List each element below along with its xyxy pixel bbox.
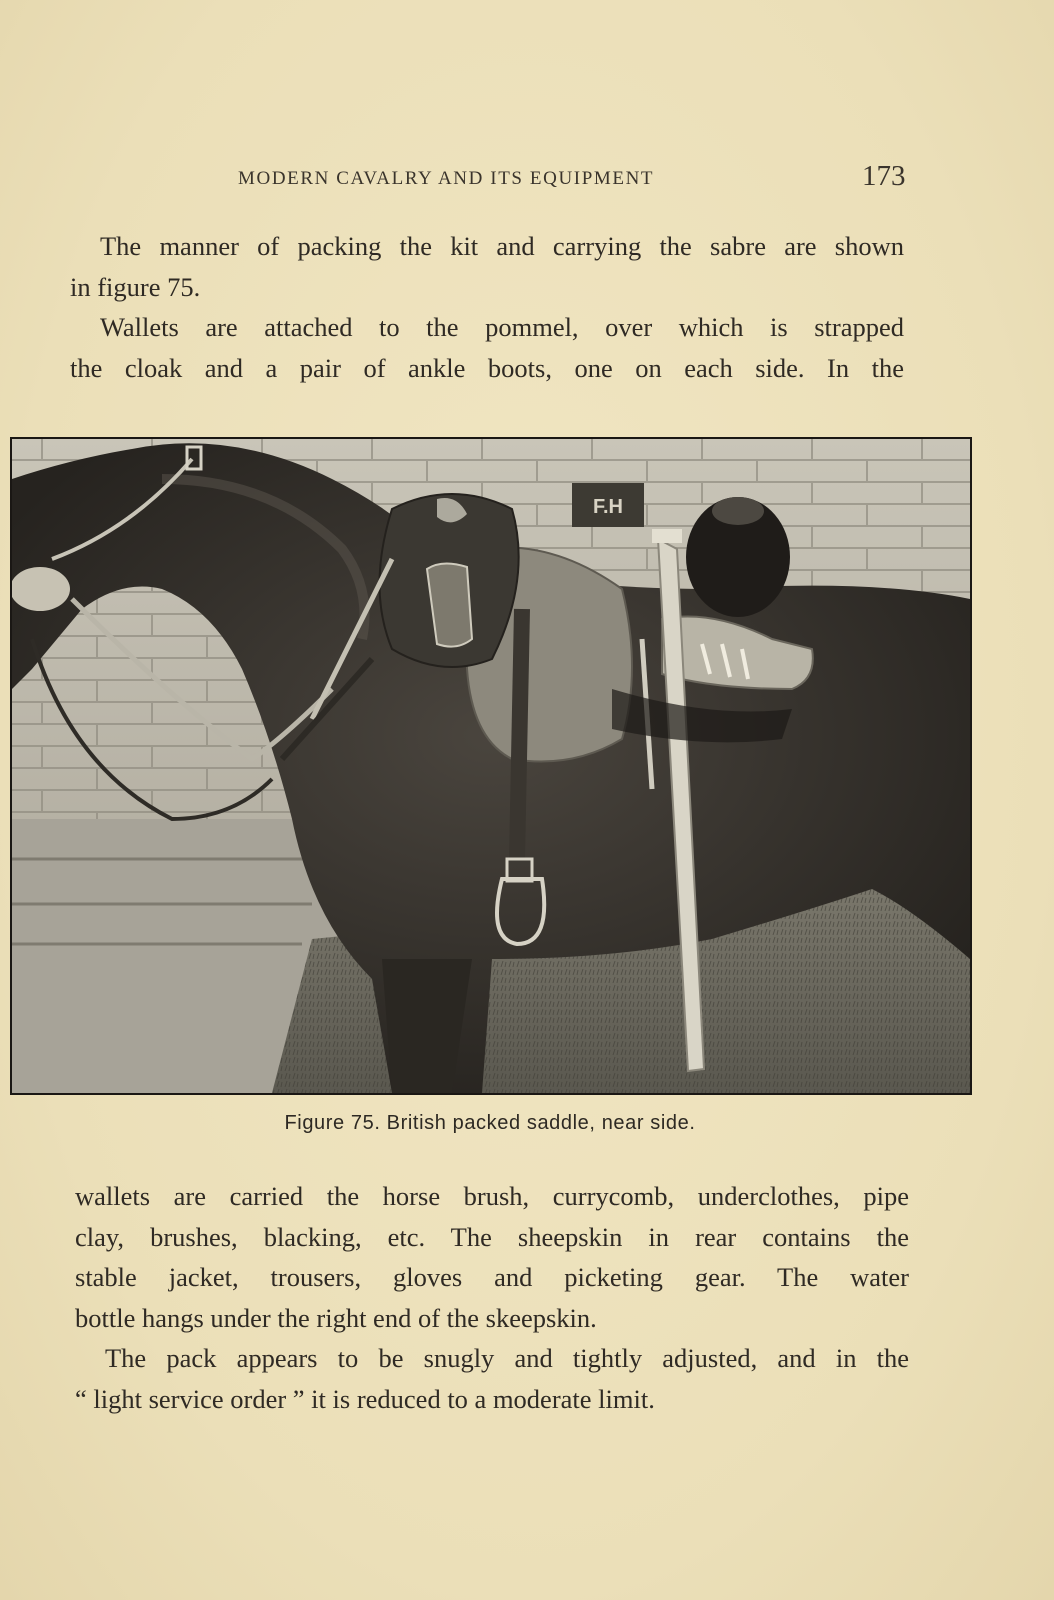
wall-sign-text: F.H: [593, 496, 623, 518]
text-line: stable jacket, trousers, gloves and picketing gear. The water: [75, 1262, 909, 1292]
photo-illustration: [12, 439, 970, 1093]
text-line: Wallets are attached to the pommel, over which is strapped: [100, 312, 904, 342]
paragraph-packing-intro: [70, 226, 904, 307]
running-title: MODERN CAVALRY AND ITS EQUIPMENT: [238, 168, 655, 189]
paragraph-wallet-contents: [75, 1176, 909, 1338]
figure-caption: Figure 75. British packed saddle, near side.: [284, 1112, 696, 1134]
figure-photo-packed-saddle: [10, 437, 972, 1095]
paragraph-pack-adjustment: [75, 1338, 909, 1419]
stirrup-leather: [517, 609, 522, 859]
text-line: The manner of packing the kit and carrying the sabre are shown: [100, 231, 904, 261]
paragraph-wallets: [70, 307, 904, 388]
text-line: the cloak and a pair of ankle boots, one on each side. In the: [70, 352, 904, 383]
page-number: 173: [862, 160, 906, 192]
text-line: wallets are carried the horse brush, currycomb, underclothes, pipe: [75, 1181, 909, 1211]
text-line: “ light service order ” it is reduced to a moderate limit.: [75, 1383, 655, 1414]
text-line: in figure 75.: [70, 271, 201, 302]
text-line: clay, brushes, blacking, etc. The sheepskin in rear contains the: [75, 1221, 909, 1252]
handler-hand: [12, 567, 70, 611]
text-line: The pack appears to be snugly and tightly adjusted, and in the: [105, 1343, 909, 1373]
text-line: bottle hangs under the right end of the skeepskin.: [75, 1302, 597, 1333]
